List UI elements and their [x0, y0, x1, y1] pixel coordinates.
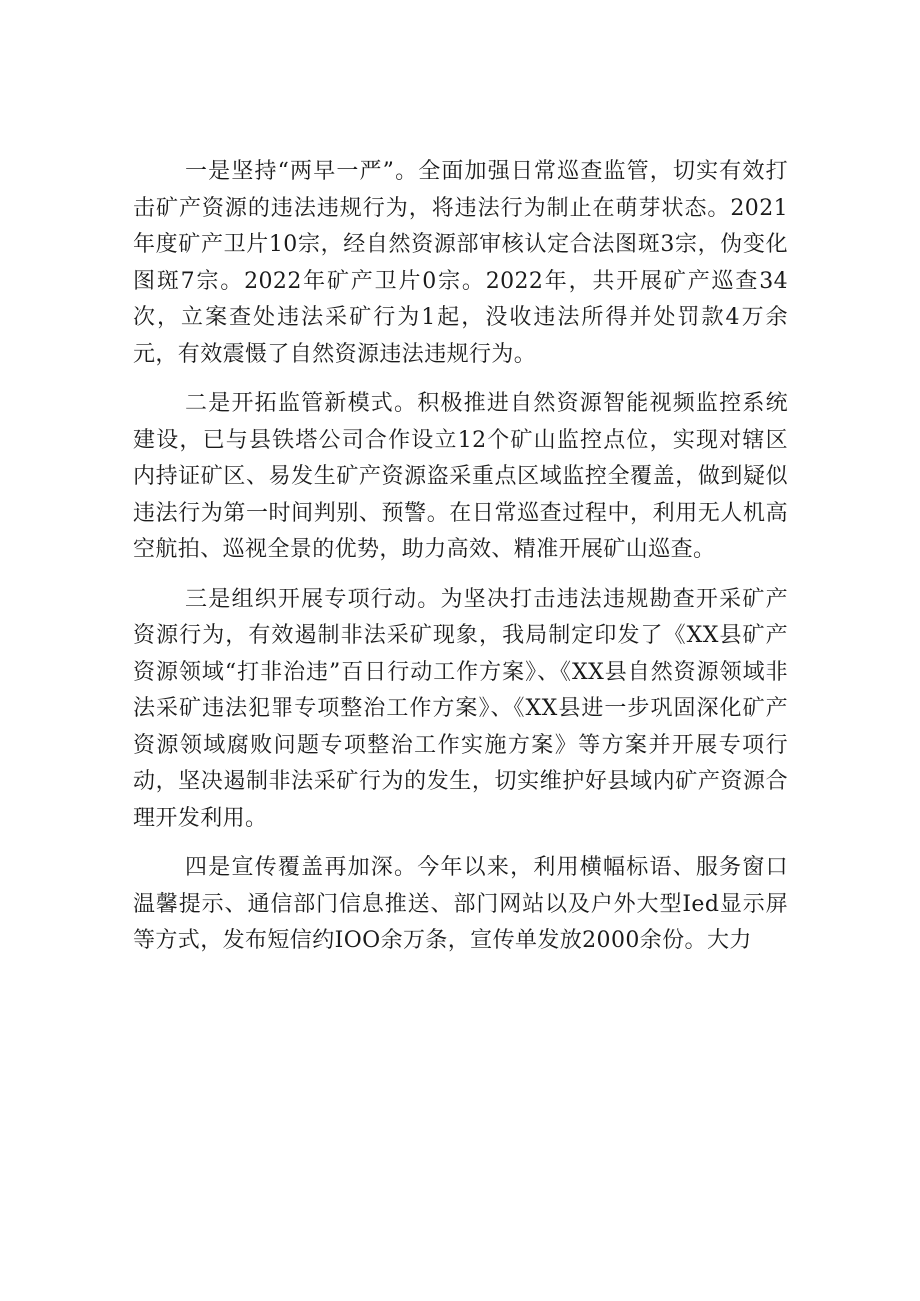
- document-body: [133, 154, 788, 973]
- paragraph-3: 三是组织开展专项行动。为坚决打击违法违规勘查开采矿产资源行为，有效遏制非法采矿现象，我局制定印发了《XX县矿产资源领域“打非治违”百日行动工作方案》、《XX县自然资源领域非法采矿违法犯罪专项整治工作方案》、《XX县进一步巩固深化矿产资源领域腐败问题专项整治工作实施方案》等方案并开展专项行动，坚决遏制非法采矿行为的发生，切实维护好县域内矿产资源合理开发利用。: [133, 586, 788, 831]
- paragraph-4: 四是宣传覆盖再加深。今年以来，利用横幅标语、服务窗口温馨提示、通信部门信息推送、部门网站以及户外大型Ied显示屏等方式，发布短信约IOO余万条，宣传单发放2000余份。大力: [133, 855, 788, 953]
- paragraph-1: 一是坚持“两早一严”。全面加强日常巡查监管，切实有效打击矿产资源的违法违规行为，将违法行为制止在萌芽状态。2021年度矿产卫片10宗，经自然资源部审核认定合法图斑3宗，伪变化图斑7宗。2022年矿产卫片0宗。2022年，共开展矿产巡查34次，立案查处违法采矿行为1起，没收违法所得并处罚款4万余元，有效震慑了自然资源违法违规行为。: [133, 159, 788, 367]
- paragraph-2: 二是开拓监管新模式。积极推进自然资源智能视频监控系统建设，已与县铁塔公司合作设立12个矿山监控点位，实现对辖区内持证矿区、易发生矿产资源盗采重点区域监控全覆盖，做到疑似违法行为第一时间判别、预警。在日常巡查过程中，利用无人机高空航拍、巡视全景的优势，助力高效、精准开展矿山巡查。: [133, 391, 788, 562]
